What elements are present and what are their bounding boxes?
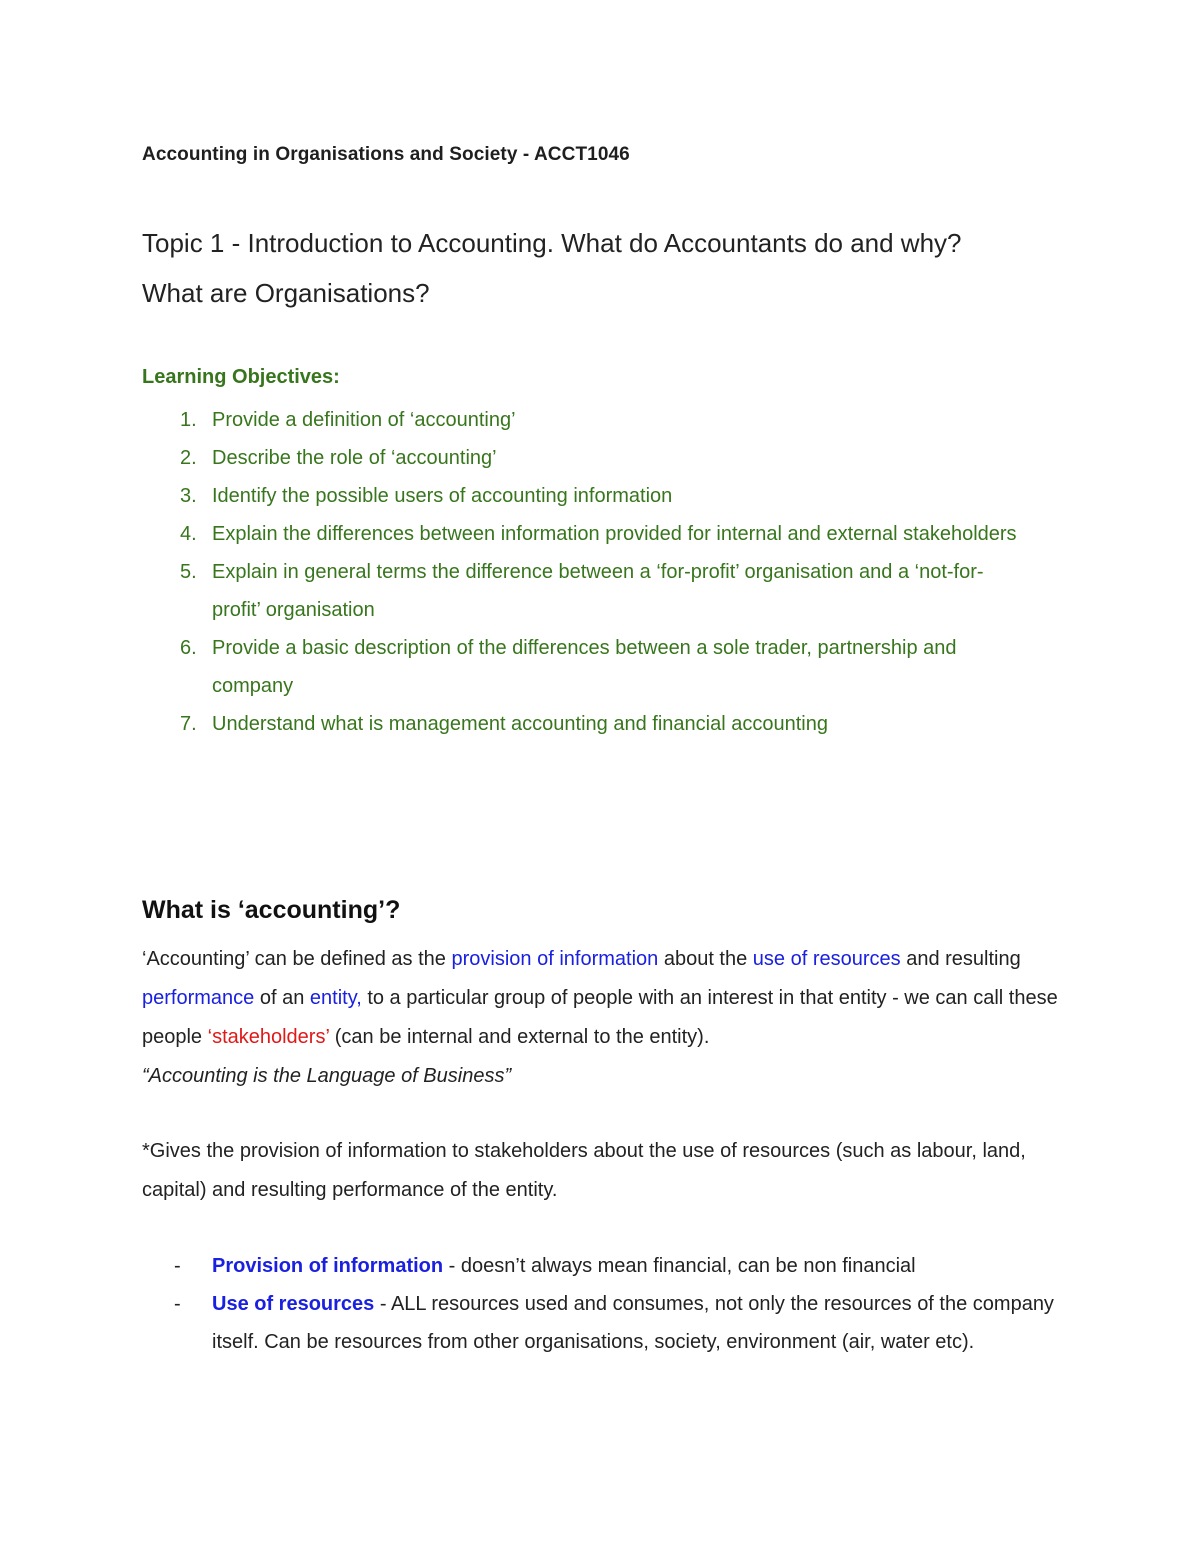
list-item-number: 1.: [180, 409, 197, 431]
highlight-stakeholders: ‘stakeholders’: [207, 1026, 330, 1048]
list-item: [142, 1247, 1072, 1285]
note-paragraph: *Gives the provision of information to stakeholders about the use of resources (such as labour, land, capital) and resulting performance of the entity.: [142, 1140, 1026, 1201]
list-item-text: Understand what is management accounting and financial accounting: [212, 713, 828, 735]
list-item-number: 7.: [180, 713, 197, 735]
bullet-description: - ALL resources used and consumes, not only the resources of the company itself. Can be resources from other organisations, society, environment (air, water etc).: [212, 1293, 1054, 1353]
list-item-text: Explain in general terms the difference between a ‘for-profit’ organisation and a ‘not-for-profit’ organisation: [212, 561, 984, 621]
topic-heading-line-2: What are Organisations?: [142, 278, 430, 308]
definition-text: to a particular group of people with an interest in that entity - we can call these people: [142, 987, 1058, 1048]
quote: “Accounting is the Language of Business”: [142, 1065, 512, 1087]
learning-objectives-title: Learning Objectives:: [142, 366, 340, 388]
list-item-number: 5.: [180, 561, 197, 583]
highlight-provision-of-information: provision of information: [451, 948, 659, 970]
list-item-text: Describe the role of ‘accounting’: [212, 447, 497, 469]
bullet-text: [212, 1247, 1072, 1285]
list-item: [142, 629, 1042, 705]
bullet-description: - doesn’t always mean financial, can be non financial: [443, 1255, 916, 1277]
list-item: [142, 515, 1042, 553]
highlight-performance: performance: [142, 987, 255, 1009]
list-item: [142, 439, 1042, 477]
section-heading-what-is-accounting: What is ‘accounting’?: [142, 896, 401, 924]
definition-paragraph: [142, 940, 1062, 1057]
list-item-text: Provide a basic description of the differences between a sole trader, partnership and company: [212, 637, 957, 697]
course-title: Accounting in Organisations and Society - ACCT1046: [142, 144, 630, 165]
list-item: [142, 1285, 1072, 1361]
bullet-dash: -: [174, 1293, 181, 1315]
bullet-list: [142, 1247, 1072, 1361]
list-item: [142, 705, 1042, 743]
definition-text: about the: [658, 948, 753, 970]
learning-objectives-section: [142, 363, 1042, 743]
list-item-text: Explain the differences between information provided for internal and external stakeholders: [212, 523, 1017, 545]
bullet-term: Provision of information: [212, 1255, 444, 1277]
list-item: [142, 477, 1042, 515]
highlight-entity: entity,: [309, 987, 362, 1009]
definition-text: of an: [254, 987, 310, 1009]
highlight-use-of-resources: use of resources: [752, 948, 901, 970]
bullet-dash: -: [174, 1255, 181, 1277]
topic-heading-line-1: Topic 1 - Introduction to Accounting. What do Accountants do and why?: [142, 228, 962, 258]
list-item: [142, 553, 1042, 629]
list-item-text: Identify the possible users of accounting information: [212, 485, 673, 507]
list-item-number: 6.: [180, 637, 197, 659]
list-item-text: Provide a definition of ‘accounting’: [212, 409, 516, 431]
definition-text: (can be internal and external to the entity).: [329, 1026, 710, 1048]
list-item: [142, 401, 1042, 439]
definition-text: ‘Accounting’ can be defined as the: [142, 948, 452, 970]
list-item-number: 4.: [180, 523, 197, 545]
learning-objectives-list: [142, 401, 1042, 743]
topic-heading: [142, 218, 1102, 318]
definition-text: and resulting: [900, 948, 1021, 970]
bullet-term: Use of resources: [212, 1293, 375, 1315]
list-item-number: 3.: [180, 485, 197, 507]
bullet-text: [212, 1285, 1072, 1361]
list-item-number: 2.: [180, 447, 197, 469]
